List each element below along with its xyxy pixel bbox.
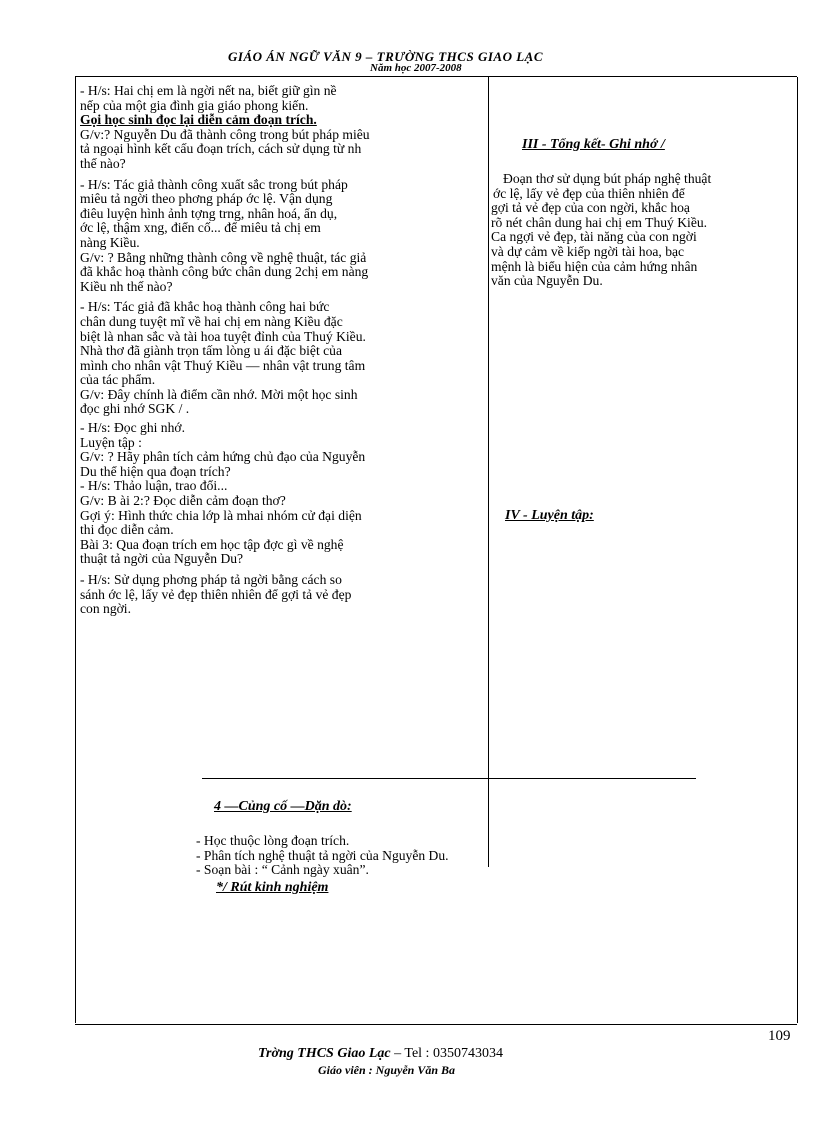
text-line: ớc lệ, thậm xng, điển cố... để miêu tả chị em xyxy=(80,220,321,236)
summary-heading: III - Tổng kết- Ghi nhớ / xyxy=(522,137,665,152)
text-line: - H/s: Đọc ghi nhớ. xyxy=(80,420,185,436)
text-line: G/v: Đây chính là điểm cần nhớ. Mời một học sinh xyxy=(80,386,358,402)
consolidation-heading: 4 —Củng cố —Dặn dò: xyxy=(214,799,352,814)
text-line: của tác phẩm. xyxy=(80,372,156,388)
list-item: - Học thuộc lòng đoạn trích. xyxy=(196,833,350,848)
header-title: GIÁO ÁN NGỮ VĂN 9 – TRƯỜNG THCS GIAO LẠC xyxy=(228,49,543,64)
text-line: đã khắc hoạ thành công bức chân dung 2chị em nàng xyxy=(80,264,369,280)
column-divider xyxy=(488,77,489,867)
text-line: văn của Nguyễn Du. xyxy=(491,273,603,289)
bottom-rule xyxy=(75,1024,797,1025)
text-line: Ca ngợi vẻ đẹp, tài năng của con ngời xyxy=(491,229,697,245)
text-line: sánh ớc lệ, lấy vẻ đẹp thiên nhiên để gợi tả vẻ đẹp xyxy=(80,586,352,602)
text-line: thế nào? xyxy=(80,155,126,171)
text-line: tả ngoại hình kết cấu đoạn trích, cách sử dụng từ nh xyxy=(80,141,362,157)
right-border xyxy=(797,77,798,1023)
text-line: G/v: ? Hãy phân tích cảm hứng chủ đạo của Nguyễn xyxy=(80,449,366,465)
text-line: - H/s: Thảo luận, trao đổi... xyxy=(80,478,228,494)
text-line: - H/s: Hai chị em là ngời nết na, biết giữ gìn nề xyxy=(80,83,337,98)
text-line: biệt là nhan sắc và tài hoa tuyệt đỉnh của Thuý Kiều. xyxy=(80,328,366,344)
text-line: rõ nét chân dung hai chị em Thuý Kiều. xyxy=(491,214,708,230)
text-line: G/v:? Nguyễn Du đã thành công trong bút pháp miêu xyxy=(80,126,370,142)
text-line: thuật tả ngời của Nguyễn Du? xyxy=(80,551,244,567)
text-line: đọc ghi nhớ SGK / . xyxy=(80,401,190,417)
footer-tel: – Tel : 0350743034 xyxy=(390,1046,503,1061)
text-line: Gợi ý: Hình thức chia lớp là mhai nhóm cử đại diện xyxy=(80,507,362,523)
consolidation-list xyxy=(196,834,616,878)
practice-heading: IV - Luyện tập: xyxy=(505,508,594,523)
text-line: mình cho nhân vật Thuý Kiều — nhân vật trung tâm xyxy=(80,357,366,373)
header-rule xyxy=(75,76,797,77)
text-line: - H/s: Tác giả đã khắc hoạ thành công hai bức xyxy=(80,299,330,315)
page-number: 109 xyxy=(768,1028,791,1044)
footer-school: Trờng THCS Giao Lạc xyxy=(258,1046,391,1061)
section-divider xyxy=(202,778,696,779)
text-line: thi đọc diễn cảm. xyxy=(80,522,174,538)
text-line: nàng Kiều. xyxy=(80,234,140,250)
text-line: gợi tả vẻ đẹp của con ngời, khắc hoạ xyxy=(491,200,690,216)
text-line: nếp của một gia đình gia giáo phong kiến. xyxy=(80,97,309,113)
text-line: G/v: ? Bằng những thành công về nghệ thuật, tác giả xyxy=(80,249,367,265)
text-line: - H/s: Sử dụng phơng pháp tả ngời bằng cách so xyxy=(80,572,342,587)
text-line: mệnh là biểu hiện của cảm hứng nhân xyxy=(491,258,698,274)
text-line: Nhà thơ đã giành trọn tấm lòng u ái đặc biệt của xyxy=(80,343,342,359)
summary-text xyxy=(491,172,795,289)
text-line: ớc lệ, lấy vẻ đẹp của thiên nhiên để xyxy=(493,185,685,201)
text-line: Bài 3: Qua đoạn trích em học tập đợc gì về nghệ xyxy=(80,536,344,552)
footer-teacher: Giáo viên : Nguyễn Văn Ba xyxy=(318,1063,456,1077)
list-item: - Phân tích nghệ thuật tả ngời của Nguyễn Du. xyxy=(196,847,449,863)
text-line: Du thể hiện qua đoạn trích? xyxy=(80,463,231,479)
text-line: - H/s: Tác giả thành công xuất sắc trong bút pháp xyxy=(80,176,348,192)
text-line: chân dung tuyệt mĩ về hai chị em nàng Kiều đặc xyxy=(80,313,343,329)
text-line: G/v: B ài 2:? Đọc diễn cảm đoạn thơ? xyxy=(80,493,286,509)
text-line: điêu luyện hình ảnh tợng trng, nhân hoá, ẩn dụ, xyxy=(80,205,338,221)
experience-heading: */ Rút kinh nghiệm xyxy=(216,880,329,895)
left-column xyxy=(80,84,486,617)
text-line: Kiều nh thế nào? xyxy=(80,278,173,294)
text-line: Đoạn thơ sử dụng bút pháp nghệ thuật xyxy=(503,171,712,186)
text-line: con ngời. xyxy=(80,601,131,617)
text-line: miêu tả ngời theo phơng pháp ớc lệ. Vận dụng xyxy=(80,191,333,207)
text-line: và dự cảm về kiếp ngời tài hoa, bạc xyxy=(491,243,685,259)
footer-line xyxy=(258,1046,503,1062)
instruction-heading: Gọi học sinh đọc lại diễn cảm đoạn trích. xyxy=(80,112,317,128)
text-line: Luyện tập : xyxy=(80,434,142,450)
list-item: - Soạn bài : “ Cảnh ngày xuân”. xyxy=(196,862,369,878)
header-year: Năm học 2007-2008 xyxy=(370,62,462,74)
left-border xyxy=(75,77,76,1023)
